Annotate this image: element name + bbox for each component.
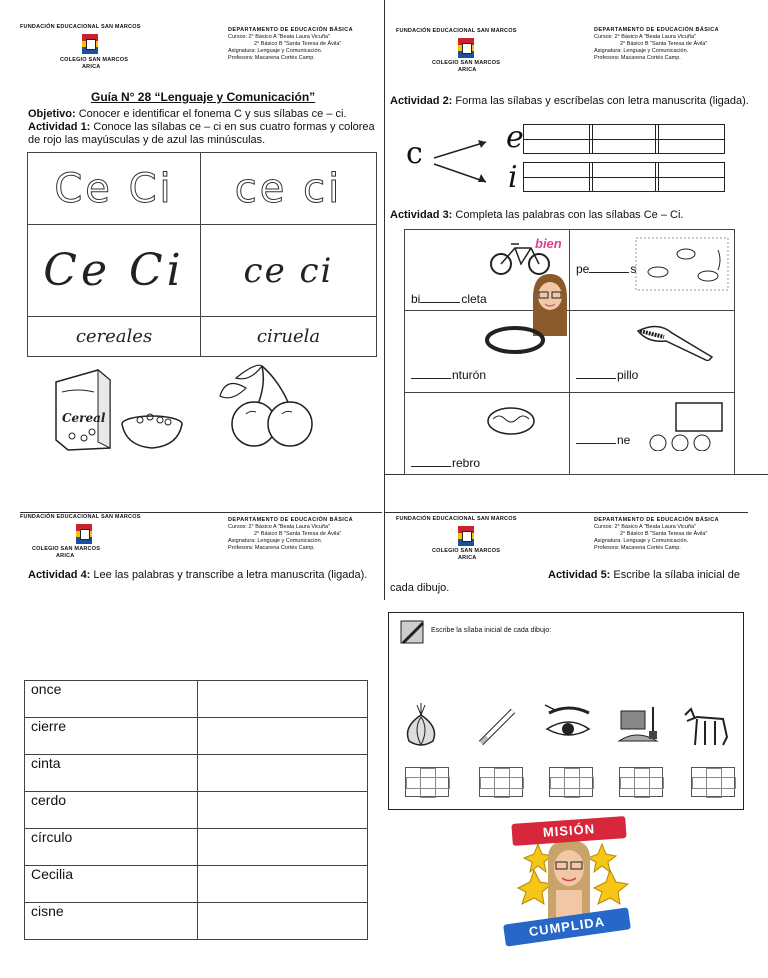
lowercase-cursive-cell bbox=[201, 225, 377, 317]
school-name: FUNDACIÓN EDUCACIONAL SAN MARCOS bbox=[20, 514, 141, 520]
school-name: FUNDACIÓN EDUCACIONAL SAN MARCOS bbox=[20, 24, 141, 30]
activity-3-label: Actividad 3: bbox=[390, 209, 453, 221]
city-name: ARICA bbox=[458, 555, 477, 561]
word-cell-bicicleta bbox=[405, 230, 570, 311]
syllable-exercise-box bbox=[388, 612, 744, 810]
write-once-cell[interactable] bbox=[198, 681, 368, 718]
profesora: Profesora: Macarena Cortés Camp. bbox=[594, 545, 681, 551]
uppercase-cursive-syllables: Ce Ci bbox=[43, 245, 185, 296]
word-cereales: cereales bbox=[75, 326, 153, 347]
objective-label: Objetivo: bbox=[28, 108, 76, 120]
activity-3-text bbox=[390, 209, 750, 222]
fish-tank-icon bbox=[634, 236, 730, 292]
school-header bbox=[396, 516, 556, 562]
complete-words-table bbox=[404, 229, 735, 475]
activity-5-label: Actividad 5: bbox=[548, 569, 611, 581]
activity-1-text bbox=[28, 121, 378, 147]
word-bicicleta: bi cleta bbox=[411, 292, 487, 306]
transcribe-table bbox=[24, 680, 368, 940]
page-4-top-border bbox=[384, 512, 748, 513]
plum-illustration bbox=[216, 358, 326, 454]
word-cinturon: nturón bbox=[411, 368, 486, 382]
write-cecilia-cell[interactable] bbox=[198, 866, 368, 903]
activity-4-text bbox=[28, 569, 378, 582]
activity-1-body: Conoce las sílabas ce – ci en sus cuatro formas y colorea de rojo las mayúsculas y de azul las minúsculas. bbox=[28, 121, 375, 146]
uppercase-print-cell bbox=[28, 153, 201, 225]
profesora: Profesora: Macarena Cortés Camp. bbox=[228, 545, 315, 551]
word-cell-peces bbox=[570, 230, 735, 311]
school-name: FUNDACIÓN EDUCACIONAL SAN MARCOS bbox=[396, 516, 517, 522]
write-cerdo-cell[interactable] bbox=[198, 792, 368, 829]
word-cerdo-cell: cerdo bbox=[25, 792, 198, 829]
cursos-b: 2° Básico B "Santa Teresa de Ávila" bbox=[620, 41, 708, 47]
writing-box-ci-1[interactable] bbox=[523, 162, 593, 192]
school-header bbox=[20, 514, 180, 560]
colegio-name: COLEGIO SAN MARCOS bbox=[60, 57, 129, 63]
zebra-icon bbox=[683, 707, 733, 747]
cursos-b: 2° Básico B "Santa Teresa de Ávila" bbox=[620, 531, 708, 537]
department-header bbox=[594, 517, 719, 552]
writing-box-ce-2[interactable] bbox=[589, 124, 659, 154]
asignatura: Asignatura: Lenguaje y Comunicación. bbox=[594, 48, 689, 54]
word-peces: pe s bbox=[576, 262, 637, 276]
writing-box-ci-3[interactable] bbox=[655, 162, 725, 192]
cigarette-icon bbox=[475, 705, 519, 749]
writing-box-ce-1[interactable] bbox=[523, 124, 593, 154]
school-logo bbox=[458, 38, 474, 58]
writing-box-ce-3[interactable] bbox=[655, 124, 725, 154]
cursos-a: Cursos: 2° Básico A "Beata Laura Vicuña" bbox=[594, 524, 697, 530]
inner-instruction: Escribe la sílaba inicial de cada dibujo: bbox=[431, 627, 552, 634]
activity-3-body: Completa las palabras con las sílabas Ce – Ci. bbox=[452, 209, 684, 221]
letter-i: i bbox=[508, 160, 518, 195]
lowercase-cursive-syllables: ce ci bbox=[243, 250, 334, 291]
cinema-icon bbox=[646, 399, 726, 451]
colegio-name: COLEGIO SAN MARCOS bbox=[432, 548, 501, 554]
page-2 bbox=[384, 0, 768, 480]
syllable-grid-5[interactable] bbox=[691, 767, 735, 797]
word-cell-cine bbox=[570, 393, 735, 475]
onion-icon bbox=[401, 701, 441, 749]
badge-ribbon-top: MISIÓN bbox=[511, 816, 626, 846]
write-cisne-cell[interactable] bbox=[198, 903, 368, 940]
cursos-a: Cursos: 2° Básico A "Beata Laura Vicuña" bbox=[228, 34, 331, 40]
word-cecilia-cell: Cecilia bbox=[25, 866, 198, 903]
lowercase-print-syllables: ce ci bbox=[234, 165, 343, 212]
department-name: DEPARTAMENTO DE EDUCACIÓN BÁSICA bbox=[228, 27, 353, 33]
objective-text bbox=[28, 108, 378, 121]
city-name: ARICA bbox=[458, 67, 477, 73]
profesora: Profesora: Macarena Cortés Camp. bbox=[228, 55, 315, 61]
page-3-top-border bbox=[20, 512, 382, 513]
write-circulo-cell[interactable] bbox=[198, 829, 368, 866]
syllable-grid-1[interactable] bbox=[405, 767, 449, 797]
activity-5-text bbox=[390, 569, 744, 595]
colegio-name: COLEGIO SAN MARCOS bbox=[32, 546, 101, 552]
word-cisne-cell: cisne bbox=[25, 903, 198, 940]
word-once-cell: once bbox=[25, 681, 198, 718]
asignatura: Asignatura: Lenguaje y Comunicación. bbox=[228, 538, 323, 544]
word-ciruela: ciruela bbox=[256, 326, 321, 347]
uppercase-print-syllables: Ce Ci bbox=[54, 165, 174, 212]
school-logo bbox=[458, 526, 474, 546]
guide-title: Guía N° 28 “Lenguaje y Comunicación” bbox=[91, 90, 316, 104]
department-name: DEPARTAMENTO DE EDUCACIÓN BÁSICA bbox=[228, 517, 353, 523]
letter-c: c bbox=[406, 136, 423, 171]
belt-icon bbox=[485, 325, 545, 355]
department-header bbox=[594, 27, 719, 62]
profesora: Profesora: Macarena Cortés Camp. bbox=[594, 55, 681, 61]
badge-ribbon-bottom: CUMPLIDA bbox=[503, 907, 631, 946]
city-name: ARICA bbox=[82, 64, 101, 70]
writing-box-ci-2[interactable] bbox=[589, 162, 659, 192]
brain-icon bbox=[485, 405, 537, 439]
word-cerebro: rebro bbox=[411, 456, 480, 470]
activity-2-label: Actividad 2: bbox=[390, 95, 453, 107]
objective-body: Conocer e identificar el fonema C y sus sílabas ce – ci. bbox=[75, 108, 347, 120]
eyebrow-eye-icon bbox=[543, 703, 593, 743]
word-cine: ne bbox=[576, 433, 630, 447]
syllable-grid-4[interactable] bbox=[619, 767, 663, 797]
pencil-paper-icon bbox=[397, 617, 427, 647]
cement-bag-icon bbox=[617, 701, 665, 747]
department-header bbox=[228, 517, 353, 552]
syllable-grid-3[interactable] bbox=[549, 767, 593, 797]
lowercase-print-cell bbox=[201, 153, 377, 225]
write-cinta-cell[interactable] bbox=[198, 755, 368, 792]
word-cereales-cell bbox=[28, 317, 201, 357]
activity-4-body: Lee las palabras y transcribe a letra manuscrita (ligada). bbox=[90, 569, 368, 581]
colegio-name: COLEGIO SAN MARCOS bbox=[432, 60, 501, 66]
cursos-b: 2° Básico B "Santa Teresa de Ávila" bbox=[254, 41, 342, 47]
school-header bbox=[20, 24, 180, 70]
word-cierre-cell: cierre bbox=[25, 718, 198, 755]
school-logo bbox=[76, 524, 92, 544]
word-cell-cinturon bbox=[405, 311, 570, 393]
activity-5-body: Escribe la sílaba inicial de cada dibujo. bbox=[390, 569, 740, 594]
brush-icon bbox=[628, 319, 722, 361]
cursos-a: Cursos: 2° Básico A "Beata Laura Vicuña" bbox=[228, 524, 331, 530]
asignatura: Asignatura: Lenguaje y Comunicación. bbox=[228, 48, 323, 54]
branch-arrows bbox=[430, 128, 504, 194]
write-cierre-cell[interactable] bbox=[198, 718, 368, 755]
activity-4-label: Actividad 4: bbox=[28, 569, 91, 581]
mission-complete-badge bbox=[504, 818, 634, 948]
department-name: DEPARTAMENTO DE EDUCACIÓN BÁSICA bbox=[594, 517, 719, 523]
cursos-a: Cursos: 2° Básico A "Beata Laura Vicuña" bbox=[594, 34, 697, 40]
department-name: DEPARTAMENTO DE EDUCACIÓN BÁSICA bbox=[594, 27, 719, 33]
school-logo bbox=[82, 34, 98, 54]
activity-2-text bbox=[390, 95, 750, 108]
page-3 bbox=[0, 500, 384, 978]
bien-sticker-text: bien bbox=[535, 236, 562, 251]
word-cell-cerebro bbox=[405, 393, 570, 475]
page-1 bbox=[0, 0, 384, 480]
word-ciruela-cell bbox=[201, 317, 377, 357]
cursos-b: 2° Básico B "Santa Teresa de Ávila" bbox=[254, 531, 342, 537]
school-name: FUNDACIÓN EDUCACIONAL SAN MARCOS bbox=[396, 28, 517, 34]
city-name: ARICA bbox=[56, 553, 75, 559]
asignatura: Asignatura: Lenguaje y Comunicación. bbox=[594, 538, 689, 544]
letter-e: e bbox=[506, 120, 524, 155]
uppercase-cursive-cell bbox=[28, 225, 201, 317]
syllable-forms-table bbox=[27, 152, 377, 357]
page-4 bbox=[384, 500, 768, 978]
word-cell-cepillo bbox=[570, 311, 735, 393]
word-cepillo: pillo bbox=[576, 368, 638, 382]
word-circulo-cell: círculo bbox=[25, 829, 198, 866]
activity-2-body: Forma las sílabas y escríbelas con letra manuscrita (ligada). bbox=[452, 95, 749, 107]
syllable-grid-2[interactable] bbox=[479, 767, 523, 797]
cereal-illustration bbox=[48, 362, 188, 452]
department-header bbox=[228, 27, 353, 62]
word-cinta-cell: cinta bbox=[25, 755, 198, 792]
activity-1-label: Actividad 1: bbox=[28, 121, 91, 133]
school-header bbox=[396, 28, 556, 74]
cereal-box-label: Cereal bbox=[62, 411, 106, 425]
